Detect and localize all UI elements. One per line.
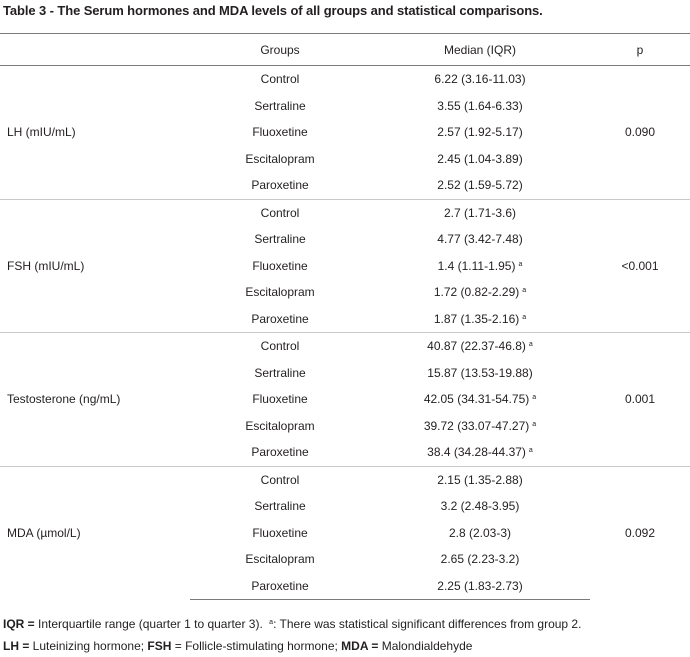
header-variable [0, 34, 190, 66]
group-cell: Paroxetine [251, 178, 309, 193]
significance-mark: a [528, 447, 533, 455]
significance-mark: a [532, 420, 537, 428]
median-cell [370, 93, 590, 120]
median-value: 1.87 (1.35-2.16) [433, 311, 520, 326]
fsh-abbr: FSH [147, 639, 172, 653]
median-value: 38.4 (34.28-44.37) [427, 445, 526, 460]
group-cell: Sertraline [254, 98, 306, 113]
median-cell [370, 546, 590, 573]
median-cell [370, 253, 590, 280]
mda-text: Malondialdehyde [378, 639, 473, 653]
median-value: 2.25 (1.83-2.73) [437, 578, 523, 593]
significance-mark: a [518, 260, 523, 268]
median-cell [370, 172, 590, 199]
table-row [0, 333, 690, 360]
median-value: 39.72 (33.07-47.27) [423, 418, 530, 433]
median-value: 4.77 (3.42-7.48) [437, 232, 523, 247]
iqr-abbr: IQR = [3, 617, 35, 631]
median-cell [370, 119, 590, 146]
group-cell: Fluoxetine [252, 525, 308, 540]
lh-abbr: LH = [3, 639, 30, 653]
fsh-text: = Follicle-stimulating hormone; [171, 639, 342, 653]
median-cell [370, 413, 590, 440]
median-cell [370, 386, 590, 413]
median-cell [370, 520, 590, 547]
group-cell: Escitalopram [245, 151, 315, 166]
median-value: 2.7 (1.71-3.6) [443, 205, 517, 220]
table-title: Table 3 - The Serum hormones and MDA levels of all groups and statistical comparisons. [3, 3, 543, 18]
group-cell: Control [190, 466, 370, 493]
variable-label: FSH (mIU/mL) [0, 199, 190, 333]
sig-mark: a [269, 619, 274, 626]
sig-text: : There was statistical significant differences from group 2. [273, 617, 582, 631]
table-row [0, 466, 690, 493]
table-row [0, 199, 690, 226]
group-cell: Paroxetine [251, 445, 309, 460]
group-cell: Escitalopram [245, 285, 315, 300]
group-cell: Control [190, 199, 370, 226]
group-cell: Control [190, 333, 370, 360]
significance-mark: a [528, 341, 533, 349]
table-body [0, 66, 690, 600]
group-cell: Sertraline [254, 232, 306, 247]
header-row [0, 34, 690, 66]
variable-label: LH (mIU/mL) [0, 66, 190, 200]
group-cell: Escitalopram [245, 552, 315, 567]
significance-mark: a [532, 394, 537, 402]
median-value: 40.87 (22.37-46.8) [427, 339, 526, 354]
median-cell [370, 439, 590, 466]
group-cell: Sertraline [254, 499, 306, 514]
footnote-line-1 [3, 612, 581, 635]
footnotes [3, 612, 581, 657]
median-cell [370, 199, 590, 226]
group-cell: Fluoxetine [252, 392, 308, 407]
median-value: 2.57 (1.92-5.17) [437, 125, 523, 140]
median-value: 2.8 (2.03-3) [448, 525, 512, 540]
median-cell [370, 306, 590, 333]
header-p: p [590, 34, 690, 66]
group-cell: Fluoxetine [252, 125, 308, 140]
median-cell [370, 333, 590, 360]
p-value: 0.001 [590, 333, 690, 467]
table-row [0, 66, 690, 93]
header-median: Median (IQR) [370, 34, 590, 66]
median-value: 2.15 (1.35-2.88) [437, 472, 523, 487]
group-cell: Escitalopram [245, 418, 315, 433]
median-cell [370, 226, 590, 253]
group-cell: Sertraline [254, 365, 306, 380]
header-groups: Groups [190, 34, 370, 66]
median-value: 15.87 (13.53-19.88) [427, 365, 533, 380]
p-value: 0.092 [590, 466, 690, 600]
lh-text: Luteinizing hormone; [29, 639, 148, 653]
median-cell [370, 146, 590, 173]
median-cell [370, 493, 590, 520]
median-value: 3.2 (2.48-3.95) [440, 499, 520, 514]
median-value: 1.72 (0.82-2.29) [433, 285, 520, 300]
group-cell: Fluoxetine [252, 258, 308, 273]
p-value: 0.090 [590, 66, 690, 200]
median-value: 6.22 (3.16-11.03) [434, 72, 526, 87]
median-value: 1.4 (1.11-1.95) [437, 258, 516, 273]
p-value: <0.001 [590, 199, 690, 333]
median-cell [370, 279, 590, 306]
median-cell [370, 466, 590, 493]
median-cell [370, 360, 590, 387]
variable-label: Testosterone (ng/mL) [0, 333, 190, 467]
significance-mark: a [522, 313, 527, 321]
median-value: 2.65 (2.23-3.2) [440, 552, 520, 567]
median-value: 2.45 (1.04-3.89) [437, 151, 523, 166]
mda-abbr: MDA = [341, 639, 379, 653]
results-table [0, 33, 690, 600]
footnote-line-2 [3, 635, 581, 657]
median-value: 3.55 (1.64-6.33) [437, 98, 523, 113]
iqr-text: Interquartile range (quarter 1 to quarter 3). [34, 617, 267, 631]
variable-label: MDA (µmol/L) [0, 466, 190, 600]
group-cell: Paroxetine [251, 311, 309, 326]
median-value: 42.05 (34.31-54.75) [423, 392, 530, 407]
significance-mark: a [522, 287, 527, 295]
median-cell [370, 573, 590, 600]
group-cell: Control [190, 66, 370, 93]
group-cell: Paroxetine [190, 573, 370, 600]
median-value: 2.52 (1.59-5.72) [437, 178, 523, 193]
median-cell [370, 66, 590, 93]
